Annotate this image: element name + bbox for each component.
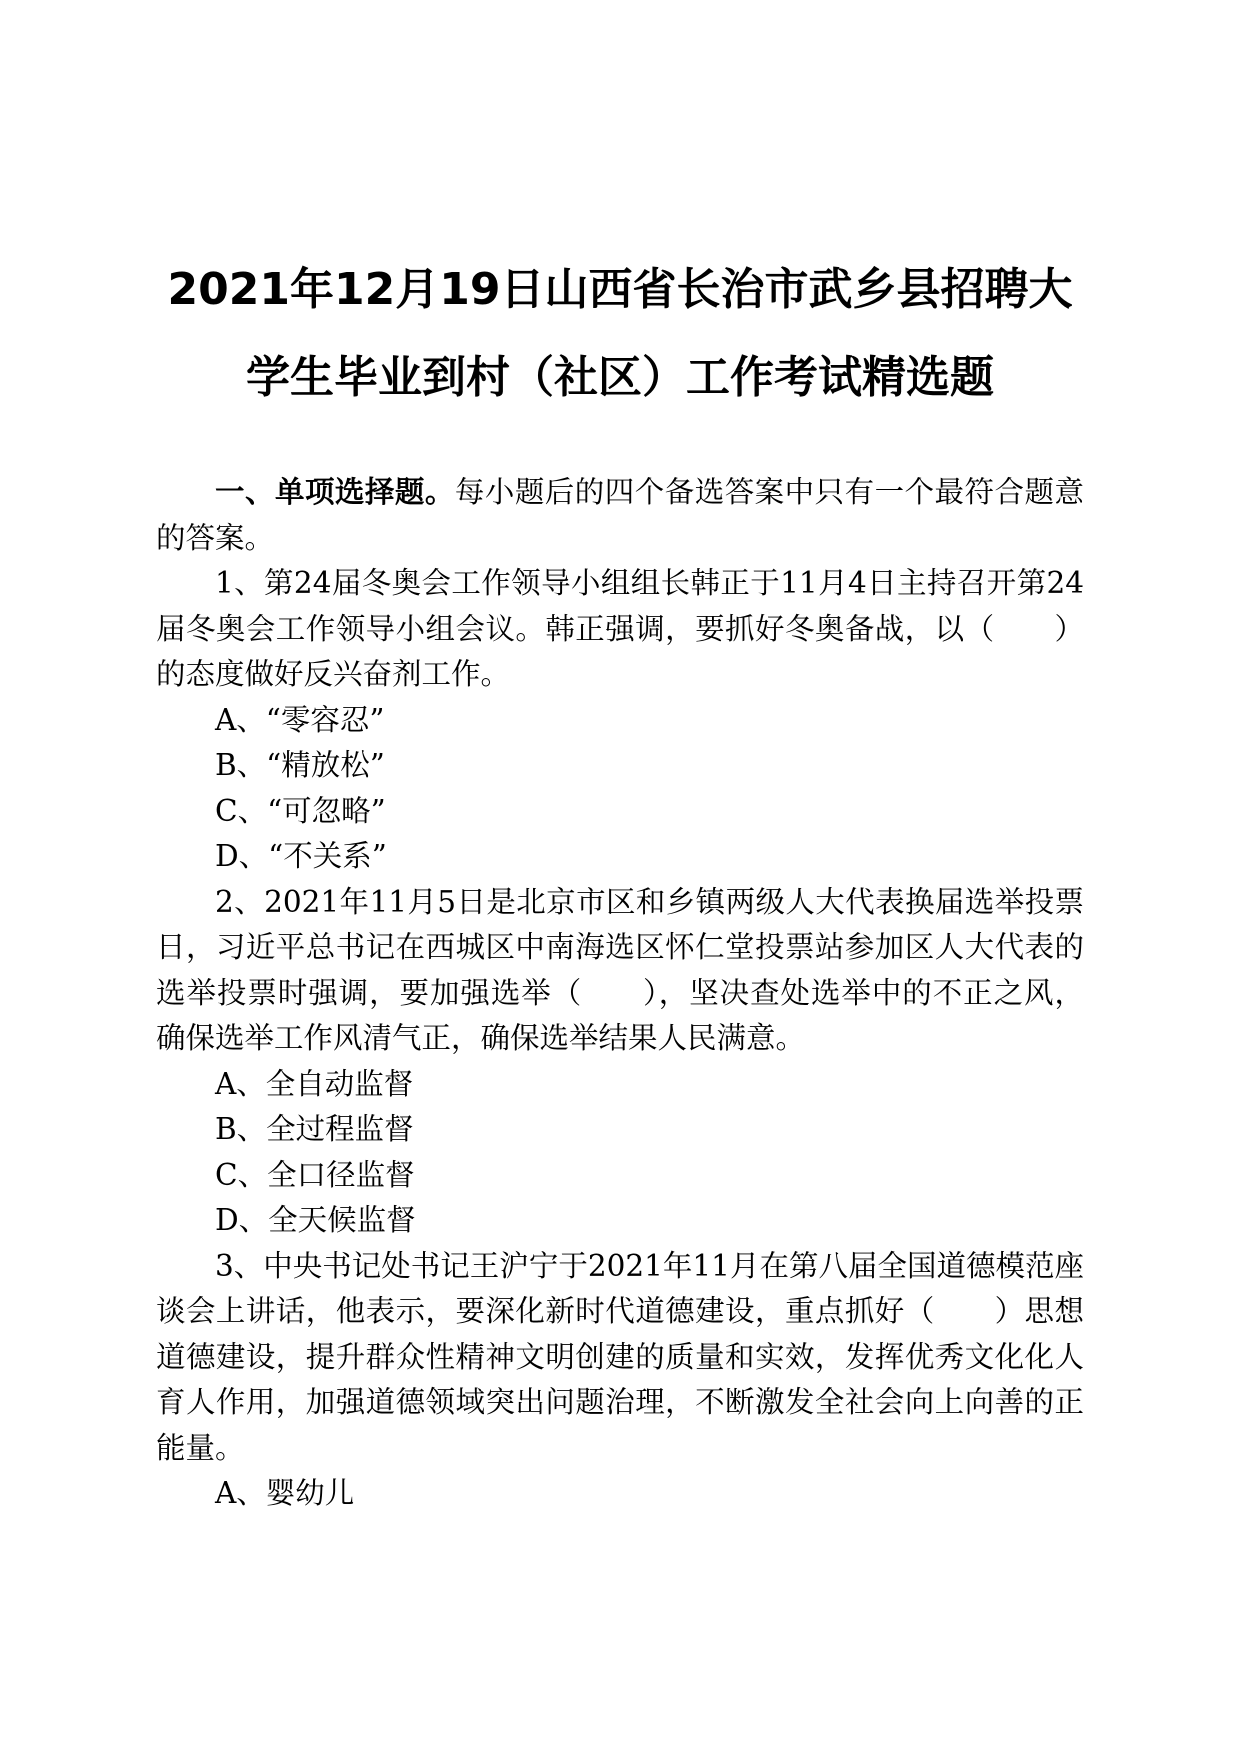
document-body (156, 470, 1084, 1517)
section-heading: 一、单项选择题。 (215, 475, 455, 509)
document-title-line-2: 学生毕业到村（社区）工作考试精选题 (246, 352, 994, 403)
question-stem-2: 2、2021年11月5日是北京市区和乡镇两级人大代表换届选举投票日，习近平总书记在西城区中南海选区怀仁堂投票站参加区人大代表的选举投票时强调，要加强选举（ ），坚决查处选举中的不正之风，确保选举工作风清气正，确保选举结果人民满意。 (156, 884, 1084, 1055)
question-2-option-c: C、全口径监督 (215, 1157, 415, 1192)
question-stem-1: 1、第24届冬奥会工作领导小组组长韩正于11月4日主持召开第24届冬奥会工作领导小组会议。韩正强调，要抓好冬奥备战，以（ ）的态度做好反兴奋剂工作。 (156, 566, 1084, 691)
section-instruction: 每小题后的四个备选答案中只有一个最符合题意的答案。 (156, 475, 1084, 555)
question-1-option-d: D、“不关系” (215, 839, 387, 873)
question-2-option-b: B、全过程监督 (215, 1112, 414, 1146)
question-stem-3: 3、中央书记处书记王沪宁于2021年11月在第八届全国道德模范座谈会上讲话，他表示，要深化新时代道德建设，重点抓好（ ）思想道德建设，提升群众性精神文明创建的质量和实效，发挥优秀文化化人育人作用，加强道德领域突出问题治理，不断激发全社会向上向善的正能量。 (156, 1248, 1084, 1465)
document-title-line-1: 2021年12月19日山西省长治市武乡县招聘大 (167, 264, 1073, 315)
question-2-option-d: D、全天候监督 (215, 1203, 416, 1237)
question-1-option-b: B、“精放松” (215, 748, 385, 782)
question-1-option-c: C、“可忽略” (215, 793, 386, 828)
question-2-option-a: A、全自动监督 (215, 1066, 414, 1101)
question-3-option-a: A、婴幼儿 (215, 1476, 355, 1510)
section-intro (156, 470, 1084, 561)
question-1-option-a: A、“零容忍” (215, 702, 385, 737)
